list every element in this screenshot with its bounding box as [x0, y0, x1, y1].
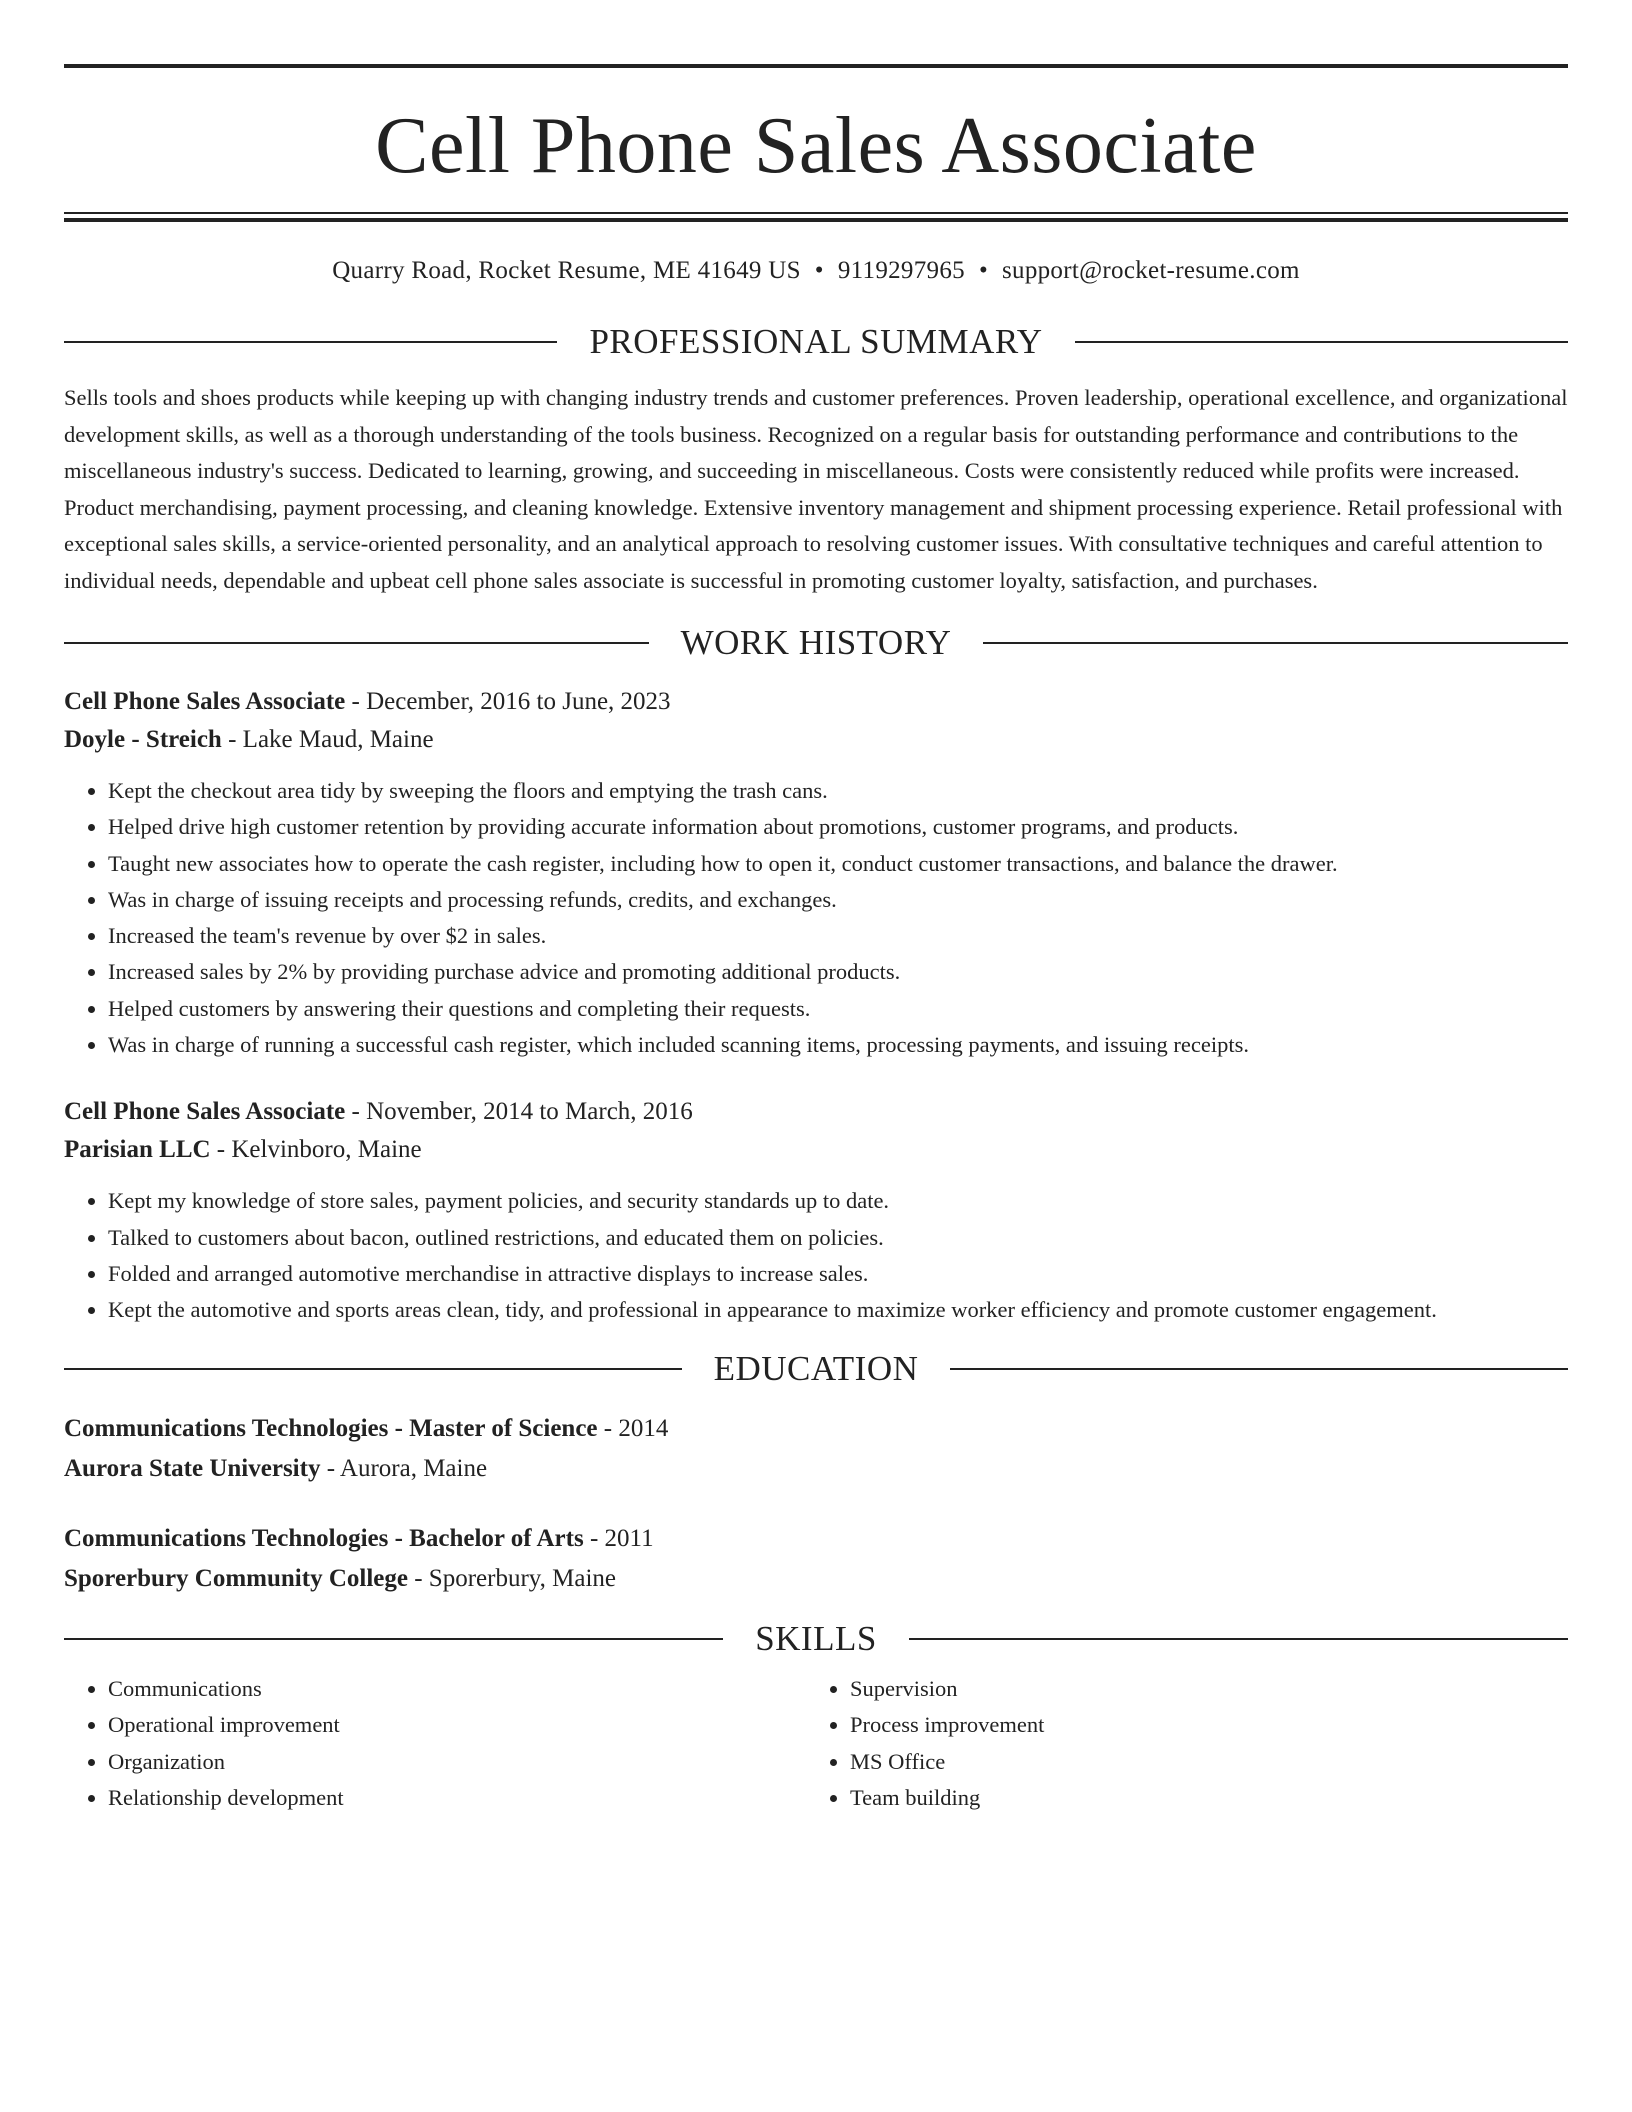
heading-rule: [983, 642, 1568, 644]
degree: Communications Technologies - Master of Science: [64, 1414, 598, 1442]
degree-line: [64, 1519, 1568, 1559]
skills-list-left: [64, 1671, 806, 1817]
education-entry: [64, 1409, 1568, 1489]
skills-columns: [64, 1671, 1568, 1817]
job-title: Cell Phone Sales Associate: [64, 1098, 346, 1126]
job-duty: • Folded and arranged automotive merchandise in attractive displays to increase sales.: [108, 1256, 1568, 1292]
school: Sporerbury Community College: [64, 1564, 408, 1592]
job-duties-list: [64, 773, 1568, 1063]
heading-rule: [64, 341, 557, 343]
contact-email: support@rocket-resume.com: [1002, 257, 1300, 284]
education-heading: [64, 1347, 1568, 1391]
skill-item: • Process improvement: [850, 1707, 1548, 1744]
degree: Communications Technologies - Bachelor of Arts: [64, 1524, 584, 1552]
heading-rule: [64, 1638, 723, 1640]
contact-address: Quarry Road, Rocket Resume, ME 41649 US: [332, 257, 801, 284]
job-company-line: [64, 721, 1568, 759]
job-duty: • Kept my knowledge of store sales, payment policies, and security standards up to date.: [108, 1183, 1568, 1219]
degree-line: [64, 1409, 1568, 1449]
school-line: [64, 1449, 1568, 1489]
skills-list-right: [806, 1671, 1548, 1817]
job-title: Cell Phone Sales Associate: [64, 688, 346, 715]
skill-item: • Organization: [108, 1744, 806, 1781]
job-duties-list: [64, 1183, 1568, 1328]
summary-heading: [64, 320, 1568, 364]
heading-rule: [909, 1638, 1568, 1640]
work-heading-label: WORK HISTORY: [680, 623, 952, 662]
contact-line: [64, 255, 1568, 287]
education-entry: [64, 1519, 1568, 1599]
top-rule: [64, 64, 1568, 68]
title-double-rule: [64, 212, 1568, 222]
job-title-line: [64, 683, 1568, 721]
resume-page: [64, 64, 1568, 1817]
school-line: [64, 1559, 1568, 1599]
job-duty: • Talked to customers about bacon, outlined restrictions, and educated them on policies.: [108, 1220, 1568, 1256]
skill-item: • Supervision: [850, 1671, 1548, 1708]
education-heading-label: EDUCATION: [713, 1348, 919, 1388]
skills-heading: [64, 1617, 1568, 1661]
job-dates: - November, 2014 to March, 2016: [345, 1098, 693, 1126]
job-duty: • Was in charge of running a successful cash register, which included scanning items, processing payments, and issuing receipts.: [108, 1027, 1568, 1063]
job-duty: • Taught new associates how to operate the cash register, including how to open it, conduct customer transactions, and balance the drawer.: [108, 846, 1568, 882]
school-location: - Sporerbury, Maine: [407, 1564, 617, 1592]
summary-text: Sells tools and shoes products while keeping up with changing industry trends and customer preferences. Proven leadership, operational excellence, and organizational development skills, as well as a thorough understanding of the tools business. Recognized on a regular basis for outstanding performance and contributions to the miscellaneous industry's success. Dedicated to learning, growing, and succeeding in miscellaneous. Costs were consistently reduced while profits were increased. Product merchandising, payment processing, and cleaning knowledge. Extensive inventory management and shipment processing experience. Retail professional with exceptional sales skills, a service-oriented personality, and an analytical approach to resolving customer issues. With consultative techniques and careful attention to individual needs, dependable and upbeat cell phone sales associate is successful in promoting customer loyalty, satisfaction, and purchases.: [64, 385, 1568, 593]
heading-rule: [64, 642, 649, 644]
skill-item: • Team building: [850, 1780, 1548, 1817]
job-company: Parisian LLC: [64, 1136, 211, 1164]
job-duty: • Was in charge of issuing receipts and processing refunds, credits, and exchanges.: [108, 882, 1568, 918]
job-title-line: [64, 1093, 1568, 1131]
heading-rule: [950, 1368, 1568, 1370]
skills-heading-label: SKILLS: [755, 1618, 877, 1658]
job-dates: - December, 2016 to June, 2023: [345, 688, 671, 715]
job-duty: • Kept the checkout area tidy by sweeping the floors and emptying the trash cans.: [108, 773, 1568, 809]
school: Aurora State University: [64, 1454, 321, 1482]
work-heading: [64, 621, 1568, 665]
job-location: - Lake Maud, Maine: [221, 726, 434, 753]
resume-title: Cell Phone Sales Associate: [375, 102, 1257, 190]
job-duty: • Increased the team's revenue by over $2 in sales.: [108, 918, 1568, 954]
skill-item: • Relationship development: [108, 1780, 806, 1817]
job-duty: • Kept the automotive and sports areas clean, tidy, and professional in appearance to maximize worker efficiency and promote customer engagement.: [108, 1292, 1568, 1328]
contact-separator: •: [814, 257, 824, 284]
job-duty: • Helped customers by answering their questions and completing their requests.: [108, 991, 1568, 1027]
job-company: Doyle - Streich: [64, 726, 222, 753]
degree-year: - 2014: [597, 1414, 669, 1442]
contact-phone: 9119297965: [837, 257, 965, 284]
job-duty: • Helped drive high customer retention by providing accurate information about promotions, customer programs, and products.: [108, 809, 1568, 845]
job-entry: [64, 683, 1568, 1063]
skill-item: • Communications: [108, 1671, 806, 1708]
job-location: - Kelvinboro, Maine: [210, 1136, 422, 1164]
job-entry: [64, 1093, 1568, 1328]
degree-year: - 2011: [583, 1524, 654, 1552]
school-location: - Aurora, Maine: [320, 1454, 488, 1482]
contact-separator: •: [978, 257, 988, 284]
skill-item: • Operational improvement: [108, 1707, 806, 1744]
job-duty: • Increased sales by 2% by providing purchase advice and promoting additional products.: [108, 954, 1568, 990]
skill-item: • MS Office: [850, 1744, 1548, 1781]
job-company-line: [64, 1131, 1568, 1169]
heading-rule: [64, 1368, 682, 1370]
heading-rule: [1075, 341, 1568, 343]
summary-heading-label: PROFESSIONAL SUMMARY: [589, 322, 1043, 361]
